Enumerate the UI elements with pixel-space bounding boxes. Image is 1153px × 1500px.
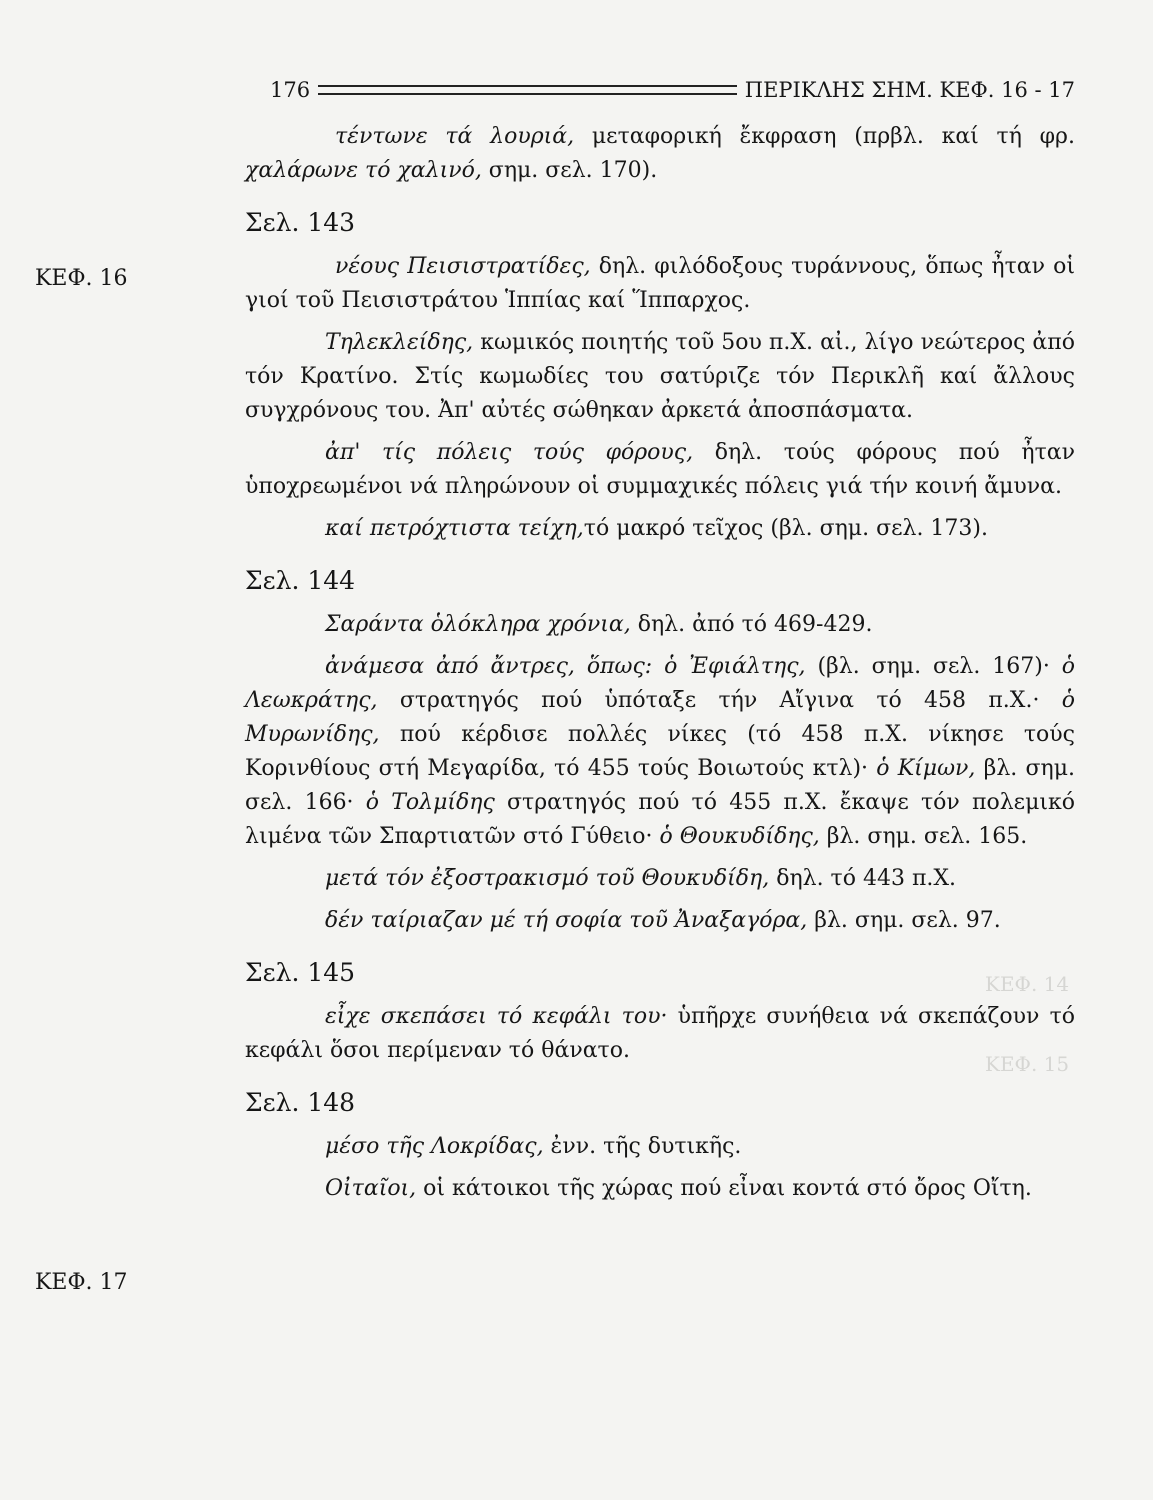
- section-heading-143: Σελ. 143: [245, 208, 356, 237]
- note-entry: [245, 608, 1075, 642]
- note-entry: [245, 904, 1075, 938]
- note-text: βλ. σημ. σελ. 97.: [807, 908, 1001, 933]
- note-term: μέσο τῆς Λοκρίδας,: [325, 1134, 544, 1159]
- note-term: νέους Πεισιστρατίδες,: [335, 254, 591, 279]
- running-header: [270, 72, 1075, 108]
- note-term: δέν ταίριαζαν μέ τή σοφία τοῦ Ἀναξαγόρα,: [325, 908, 808, 933]
- note-term: μετά τόν ἐξοστρακισμό τοῦ Θουκυδίδη,: [325, 866, 770, 891]
- note-text: βλ. σημ. σελ. 166·: [245, 756, 1075, 815]
- header-rule: [318, 85, 737, 95]
- note-entry: [245, 650, 1075, 854]
- note-text: δηλ. τούς φόρους πού ἦταν ὑποχρεωμένοι νά πληρώνουν οἱ συμμαχικές πόλεις γιά τήν κοινή ἄμυνα.: [245, 440, 1076, 499]
- note-entry: [245, 512, 1075, 546]
- note-term: καί πετρόχτιστα τείχη,: [325, 516, 584, 541]
- note-entry: [245, 862, 1075, 896]
- note-term: Τηλεκλείδης,: [325, 330, 474, 355]
- note-text: πού κέρδισε πολλές νίκες (τό 458 π.Χ. νίκησε τούς Κορινθίους στή Μεγαρίδα, τό 455 τούς Βοιωτούς κτλ)·: [245, 722, 1075, 781]
- section-heading-144: Σελ. 144: [245, 566, 356, 595]
- note-entry: [245, 1000, 1075, 1068]
- note-text: δηλ. τό 443 π.Χ.: [769, 866, 957, 891]
- section-heading-145: Σελ. 145: [245, 958, 356, 987]
- note-term: ὁ Τολμίδης: [365, 790, 495, 815]
- note-text: ἐνν. τῆς δυτικῆς.: [543, 1134, 742, 1159]
- note-entry: [245, 250, 1075, 318]
- show-through-kef14: ΚΕΦ. 14: [985, 972, 1070, 996]
- note-term: ὁ Θουκυδίδης,: [659, 824, 820, 849]
- note-text: οἱ κάτοικοι τῆς χώρας πού εἶναι κοντά στό ὄρος Οἴτη.: [416, 1176, 1032, 1201]
- note-text: στρατηγός πού ὑπόταξε τήν Αἴγινα τό 458 π.Χ.·: [377, 688, 1062, 713]
- note-text: (βλ. σημ. σελ. 167)·: [805, 654, 1062, 679]
- note-text: βλ. σημ. σελ. 165.: [819, 824, 1028, 849]
- note-text: μεταφορική ἔκφραση (πρβλ. καί τή φρ.: [574, 124, 1075, 149]
- note-entry: [245, 1130, 1075, 1164]
- note-entry: [245, 1172, 1075, 1206]
- note-text: δηλ. φιλόδοξους τυράννους, ὅπως ἦταν οἱ γιοί τοῦ Πεισιστράτου Ἱππίας καί Ἵππαρχος.: [245, 254, 1075, 313]
- margin-label-kef17: ΚΕΦ. 17: [35, 1270, 128, 1295]
- note-term: εἶχε σκεπάσει τό κεφάλι του·: [325, 1004, 668, 1029]
- page-number: 176: [270, 78, 311, 102]
- note-term: ὁ Κίμων,: [876, 756, 976, 781]
- note-term: Σαράντα ὁλόκληρα χρόνια,: [325, 612, 631, 637]
- note-text: τό μακρό τεῖχος (βλ. σημ. σελ. 173).: [583, 516, 988, 541]
- note-text: στρατηγός πού τό 455 π.Χ. ἔκαψε τόν πολεμικό λιμένα τῶν Σπαρτιατῶν στό Γύθειο·: [245, 790, 1075, 849]
- note-entry: [245, 326, 1075, 428]
- note-term: χαλάρωνε τό χαλινό,: [245, 158, 482, 183]
- note-term: ἀνάμεσα ἀπό ἄντρες, ὅπως: ὁ Ἐφιάλτης,: [325, 654, 806, 679]
- show-through-kef15: ΚΕΦ. 15: [985, 1052, 1070, 1076]
- note-text: σημ. σελ. 170).: [481, 158, 658, 183]
- note-term: ὁ Μυρωνίδης,: [245, 688, 1075, 747]
- running-title: ΠΕΡΙΚΛΗΣ ΣΗΜ. ΚΕΦ. 16 - 17: [744, 78, 1075, 102]
- note-text: ὑπῆρχε συνήθεια νά σκεπάζουν τό κεφάλι ὅσοι περίμεναν τό θάνατο.: [245, 1004, 1075, 1063]
- margin-label-kef16: ΚΕΦ. 16: [35, 266, 128, 291]
- notes-column: [245, 120, 1075, 1206]
- note-entry: [245, 436, 1075, 504]
- note-text: κωμικός ποιητής τοῦ 5ου π.Χ. αἰ., λίγο νεώτερος ἀπό τόν Κρατίνο. Στίς κωμωδίες του σατύριζε τόν Περικλῆ καί ἄλλους συγχρόνους του. Ἀπ' αὐτές σώθηκαν ἀρκετά ἀποσπάσματα.: [245, 330, 1075, 423]
- note-term: ὁ Λεωκράτης,: [245, 654, 1075, 713]
- note-text: δηλ. ἀπό τό 469-429.: [630, 612, 873, 637]
- note-intro: [245, 120, 1075, 188]
- note-term: τέντωνε τά λουριά,: [335, 124, 575, 149]
- section-heading-148: Σελ. 148: [245, 1088, 356, 1117]
- note-term: ἀπ' τίς πόλεις τούς φόρους,: [325, 440, 694, 465]
- note-term: Οἰταῖοι,: [325, 1176, 417, 1201]
